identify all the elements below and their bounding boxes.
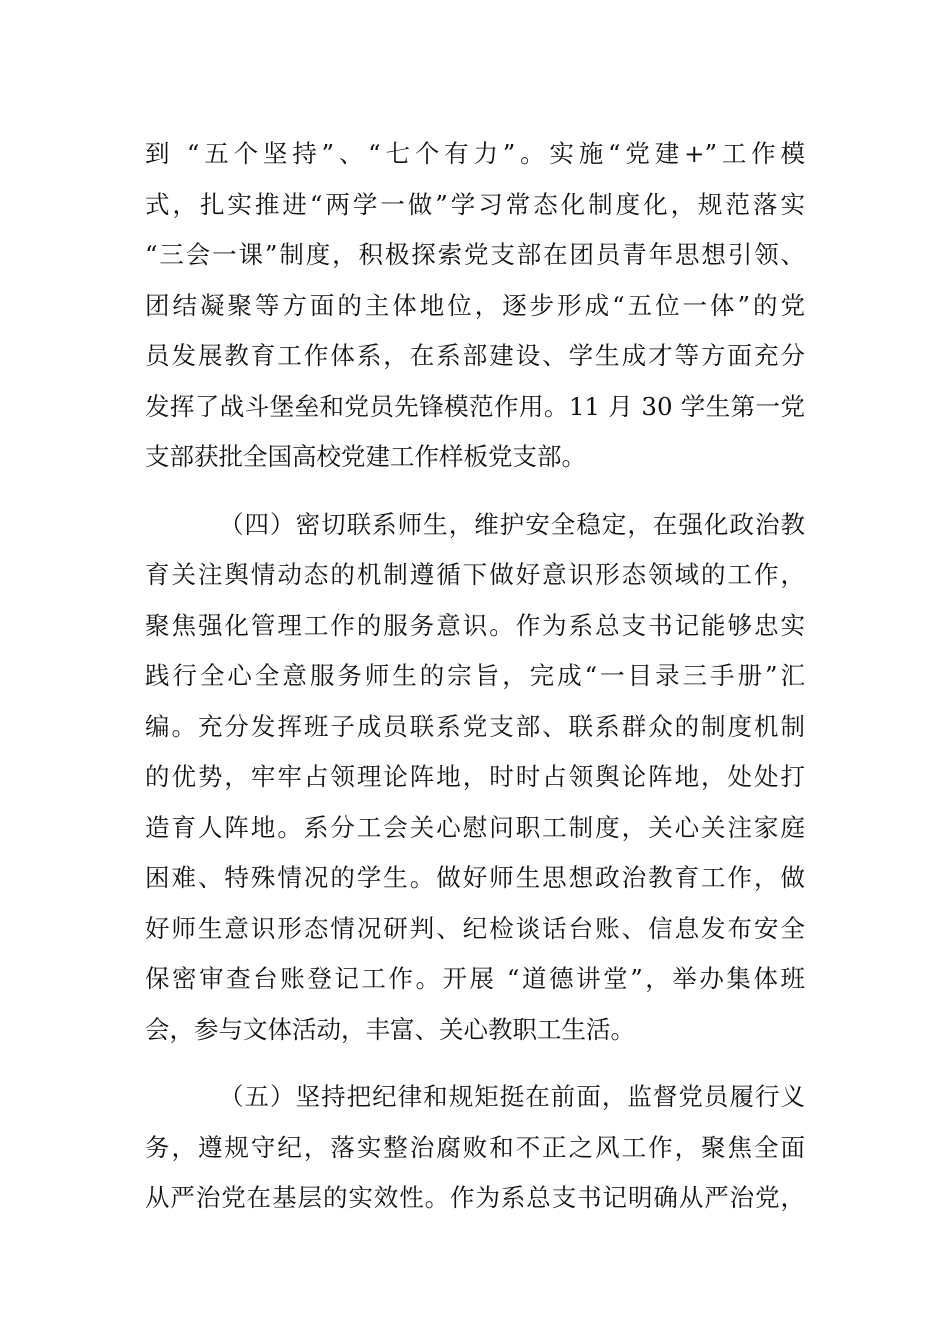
text-line: “三会一课”制度，积极探索党支部在团员青年思想引领、 (145, 240, 805, 269)
text-line: 困难、特殊情况的学生。做好师生思想政治教育工作，做 (145, 863, 805, 892)
text-line: 好师生意识形态情况研判、纪检谈话台账、信息发布安全 (145, 913, 805, 943)
text-line: 支部获批全国高校党建工作样板党支部。 (145, 442, 586, 471)
text-line: 式，扎实推进“两学一做”学习常态化制度化，规范落实 (145, 189, 805, 219)
text-line: 聚焦强化管理工作的服务意识。作为系总支书记能够忠实 (145, 610, 805, 640)
body-text (145, 129, 805, 1224)
text-line: 编。充分发挥班子成员联系党支部、联系群众的制度机制 (145, 711, 805, 741)
text-line: 的优势，牢牢占领理论阵地，时时占领舆论阵地，处处打 (145, 762, 805, 791)
text-line: 发挥了战斗堡垒和党员先锋模范作用。11 月 30 学生第一党 (145, 391, 805, 421)
paragraph-start-line: （四）密切联系师生，维护安全稳定，在强化政治教 (219, 509, 805, 539)
paragraph-start-line: （五）坚持把纪律和规矩挺在前面，监督党员履行义 (219, 1082, 805, 1111)
paragraph-gap (145, 483, 805, 500)
text-line: 务，遵规守纪，落实整治腐败和不正之风工作，聚焦全面 (145, 1132, 805, 1162)
paragraph-gap (145, 1055, 805, 1072)
text-line: 会，参与文体活动，丰富、关心教职工生活。 (145, 1014, 635, 1044)
text-line: 从严治党在基层的实效性。作为系总支书记明确从严治党， (145, 1183, 805, 1212)
text-line: 践行全心全意服务师生的宗旨，完成“一目录三手册”汇 (145, 661, 805, 690)
text-line: 育关注舆情动态的机制遵循下做好意识形态领域的工作， (145, 560, 805, 589)
text-line: 员发展教育工作体系，在系部建设、学生成才等方面充分 (145, 341, 805, 370)
text-line: 团结凝聚等方面的主体地位，逐步形成“五位一体”的党 (145, 290, 805, 320)
text-line: 造育人阵地。系分工会关心慰问职工制度，关心关注家庭 (145, 812, 805, 842)
text-line: 保密审查台账登记工作。开展 “道德讲堂”，举办集体班 (145, 964, 805, 993)
text-line: 到 “五个坚持”、“七个有力”。实施“党建+”工作模 (145, 139, 805, 168)
